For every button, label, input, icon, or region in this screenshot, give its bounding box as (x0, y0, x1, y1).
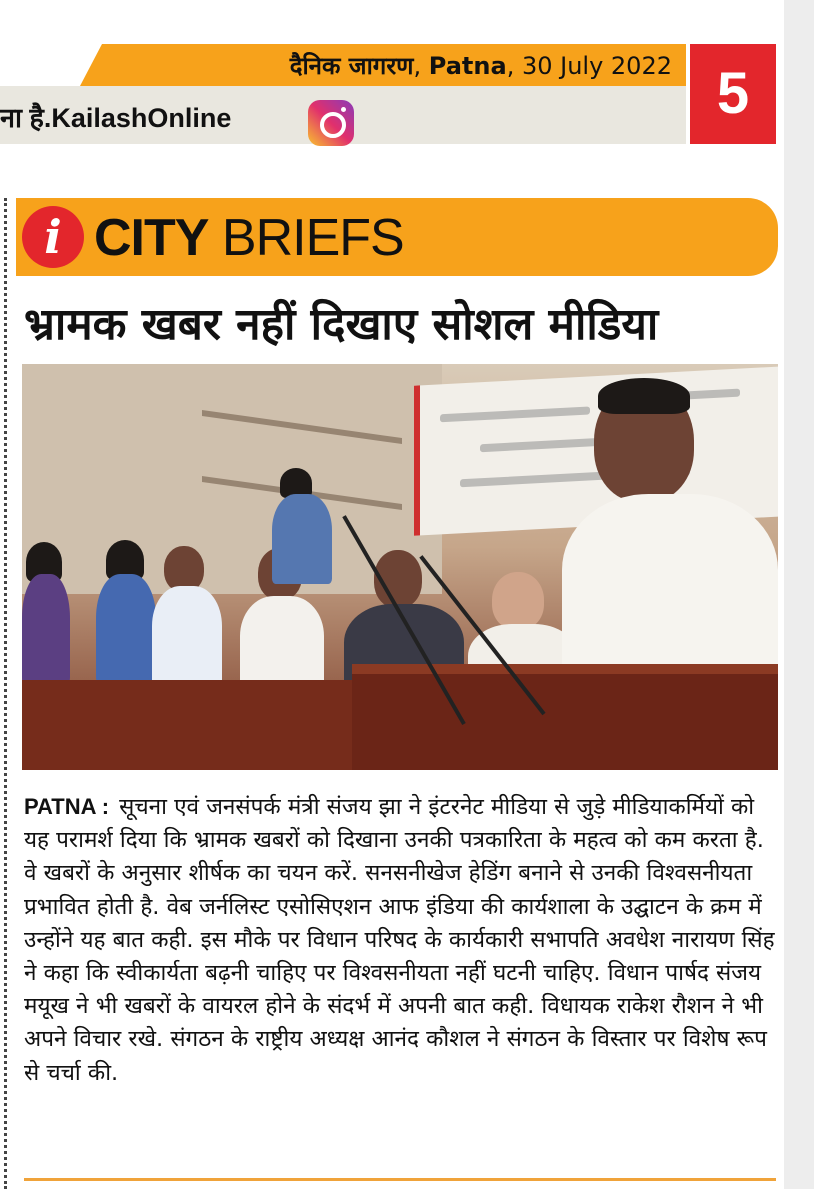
story-dateline: PATNA : (24, 794, 110, 819)
story-body (24, 790, 776, 1090)
masthead-separator: , (413, 52, 422, 80)
story-headline: भ्रामक खबर नहीं दिखाए सोशल मीडिया (24, 299, 659, 350)
section-title-regular: BRIEFS (221, 209, 404, 267)
masthead-date: 30 July 2022 (521, 52, 672, 80)
masthead-separator-2: , (506, 52, 522, 80)
paper-name: दैनिक जागरण (289, 52, 414, 80)
bottom-rule (24, 1178, 776, 1181)
ticker-text: ना है.KailashOnline (0, 103, 232, 133)
page-number: 5 (690, 44, 776, 144)
section-title-bold: CITY (94, 209, 209, 267)
story-photo (22, 364, 778, 770)
column-rule (4, 198, 7, 1189)
info-icon: i (22, 206, 84, 268)
instagram-icon (308, 100, 354, 146)
story-text: सूचना एवं जनसंपर्क मंत्री संजय झा ने इंटरनेट मीडिया से जुड़े मीडियाकर्मियों को यह परामर्श दिया कि भ्रामक खबरों को दिखाना उनकी पत्रकारिता के महत्व को कम करता है. वे खबरों के अनुसार शीर्षक का चयन करें. सनसनीखेज हेडिंग बनाने से उनकी विश्वसनीयता प्रभावित होती है. वेब जर्नलिस्ट एसोसिएशन आफ इंडिया की कार्यशाला के उद्घाटन के क्रम में उन्होंने यह बात कही. इस मौके पर विधान परिषद के कार्यकारी सभापति अवधेश नारायण सिंह ने कहा कि स्वीकार्यता बढ़नी चाहिए पर विश्वसनीयता नहीं घटनी चाहिए. विधान पार्षद संजय मयूख ने भी खबरों के वायरल होने के संदर्भ में अपनी बात कही. विधायक राकेश रौशन ने भी अपने विचार रखे. संगठन के राष्ट्रीय अध्यक्ष आनंद कौशल ने संगठन के विस्तार पर विशेष रूप से चर्चा की. (24, 794, 775, 1086)
masthead-text (290, 49, 672, 82)
masthead-city: Patna (428, 52, 507, 80)
section-title (94, 208, 404, 268)
page-gutter (784, 0, 814, 1189)
